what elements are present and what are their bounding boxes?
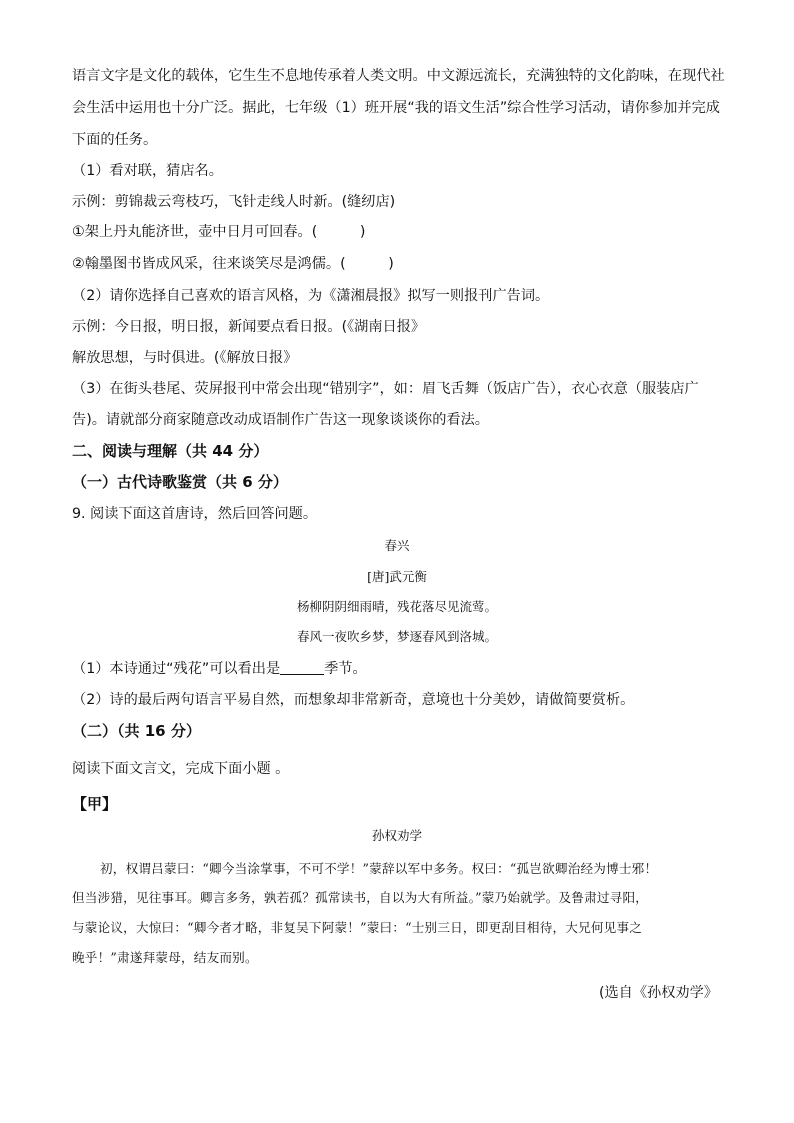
poem-title: 春兴 <box>384 538 410 553</box>
passage-line-3: 与蒙论议，大惊曰：“卿今者才略，非复吴下阿蒙！”蒙曰：“士别三日，即更刮目相待，大兄何见事之 <box>72 920 643 935</box>
passage-title: 孙权劝学 <box>371 828 422 843</box>
q3-line-2: 告)。请就部分商家随意改动成语制作广告这一现象谈谈你的看法。 <box>72 412 489 428</box>
q9-2: （2）诗的最后两句语言平易自然，而想象却非常新奇，意境也十分美妙，请做简要赏析。 <box>72 692 635 708</box>
subsection-1-heading: （一）古代诗歌鉴赏（共 6 分） <box>72 473 288 491</box>
q2-title: （2）请你选择自己喜欢的语言风格，为《潇湘晨报》拟写一则报刊广告词。 <box>72 288 550 304</box>
intro-line-1: 语言文字是文化的载体，它生生不息地传承着人类文明。中文源远流长，充满独特的文化韵味，在现代社 <box>72 68 725 84</box>
q1-example: 示例：剪锦裁云弯枝巧，飞针走线人时新。(缝纫店) <box>72 194 396 210</box>
intro-line-3: 下面的任务。 <box>72 132 158 148</box>
q3-line-1: （3）在街头巷尾、荧屏报刊中常会出现“错别字”，如：眉飞舌舞（饭店广告），衣心衣意（服装店广 <box>72 381 699 397</box>
q9-1-text-after: 季节。 <box>324 661 367 677</box>
section-2-heading: 二、阅读与理解（共 44 分） <box>72 442 269 460</box>
jia-label: 【甲】 <box>72 795 118 813</box>
q9-1-text-before: （1）本诗通过“残花”可以看出是 <box>72 661 281 677</box>
subsection-2-heading: （二）（共 16 分） <box>72 722 201 740</box>
q1-item-2: ②翰墨图书皆成风采，往来谈笑尽是鸿儒。( ) <box>72 256 394 272</box>
passage-line-1: 初，权谓吕蒙曰：“卿今当涂掌事，不可不学！”蒙辞以军中多务。权曰：“孤岂欲卿治经为博士邪！ <box>100 861 658 876</box>
reading-prompt: 阅读下面文言文，完成下面小题 。 <box>72 761 290 777</box>
passage-source: (选自《孙权劝学》 <box>598 985 718 1001</box>
q1-item-1: ①架上丹丸能济世，壶中日月可回春。( ) <box>72 224 366 240</box>
question-9-prompt: 9. 阅读下面这首唐诗，然后回答问题。 <box>72 506 318 522</box>
poem-line-1: 杨柳阴阴细雨晴，残花落尽见流莺。 <box>296 599 497 614</box>
answer-blank[interactable] <box>280 660 324 675</box>
passage-line-4: 晚乎！”肃遂拜蒙母，结友而别。 <box>72 950 258 965</box>
poem-author: [唐]武元衡 <box>367 569 427 584</box>
q2-example-2: 解放思想，与时俱进。(《解放日报》 <box>72 350 298 366</box>
q9-1 <box>72 659 367 679</box>
q1-title: （1）看对联，猜店名。 <box>72 163 223 179</box>
passage-line-2: 但当涉猎，见往事耳。卿言多务，孰若孤？孤常读书，自以为大有所益。”蒙乃始就学。及鲁肃过寻阳， <box>72 890 649 905</box>
intro-line-2: 会生活中运用也十分广泛。据此，七年级（1）班开展“我的语文生活”综合性学习活动，请你参加并完成 <box>72 100 720 116</box>
poem-line-2: 春风一夜吹乡梦，梦逐春风到洛城。 <box>296 629 497 644</box>
q2-example-1: 示例：今日报，明日报，新闻要点看日报。(《湖南日报》 <box>72 319 426 335</box>
